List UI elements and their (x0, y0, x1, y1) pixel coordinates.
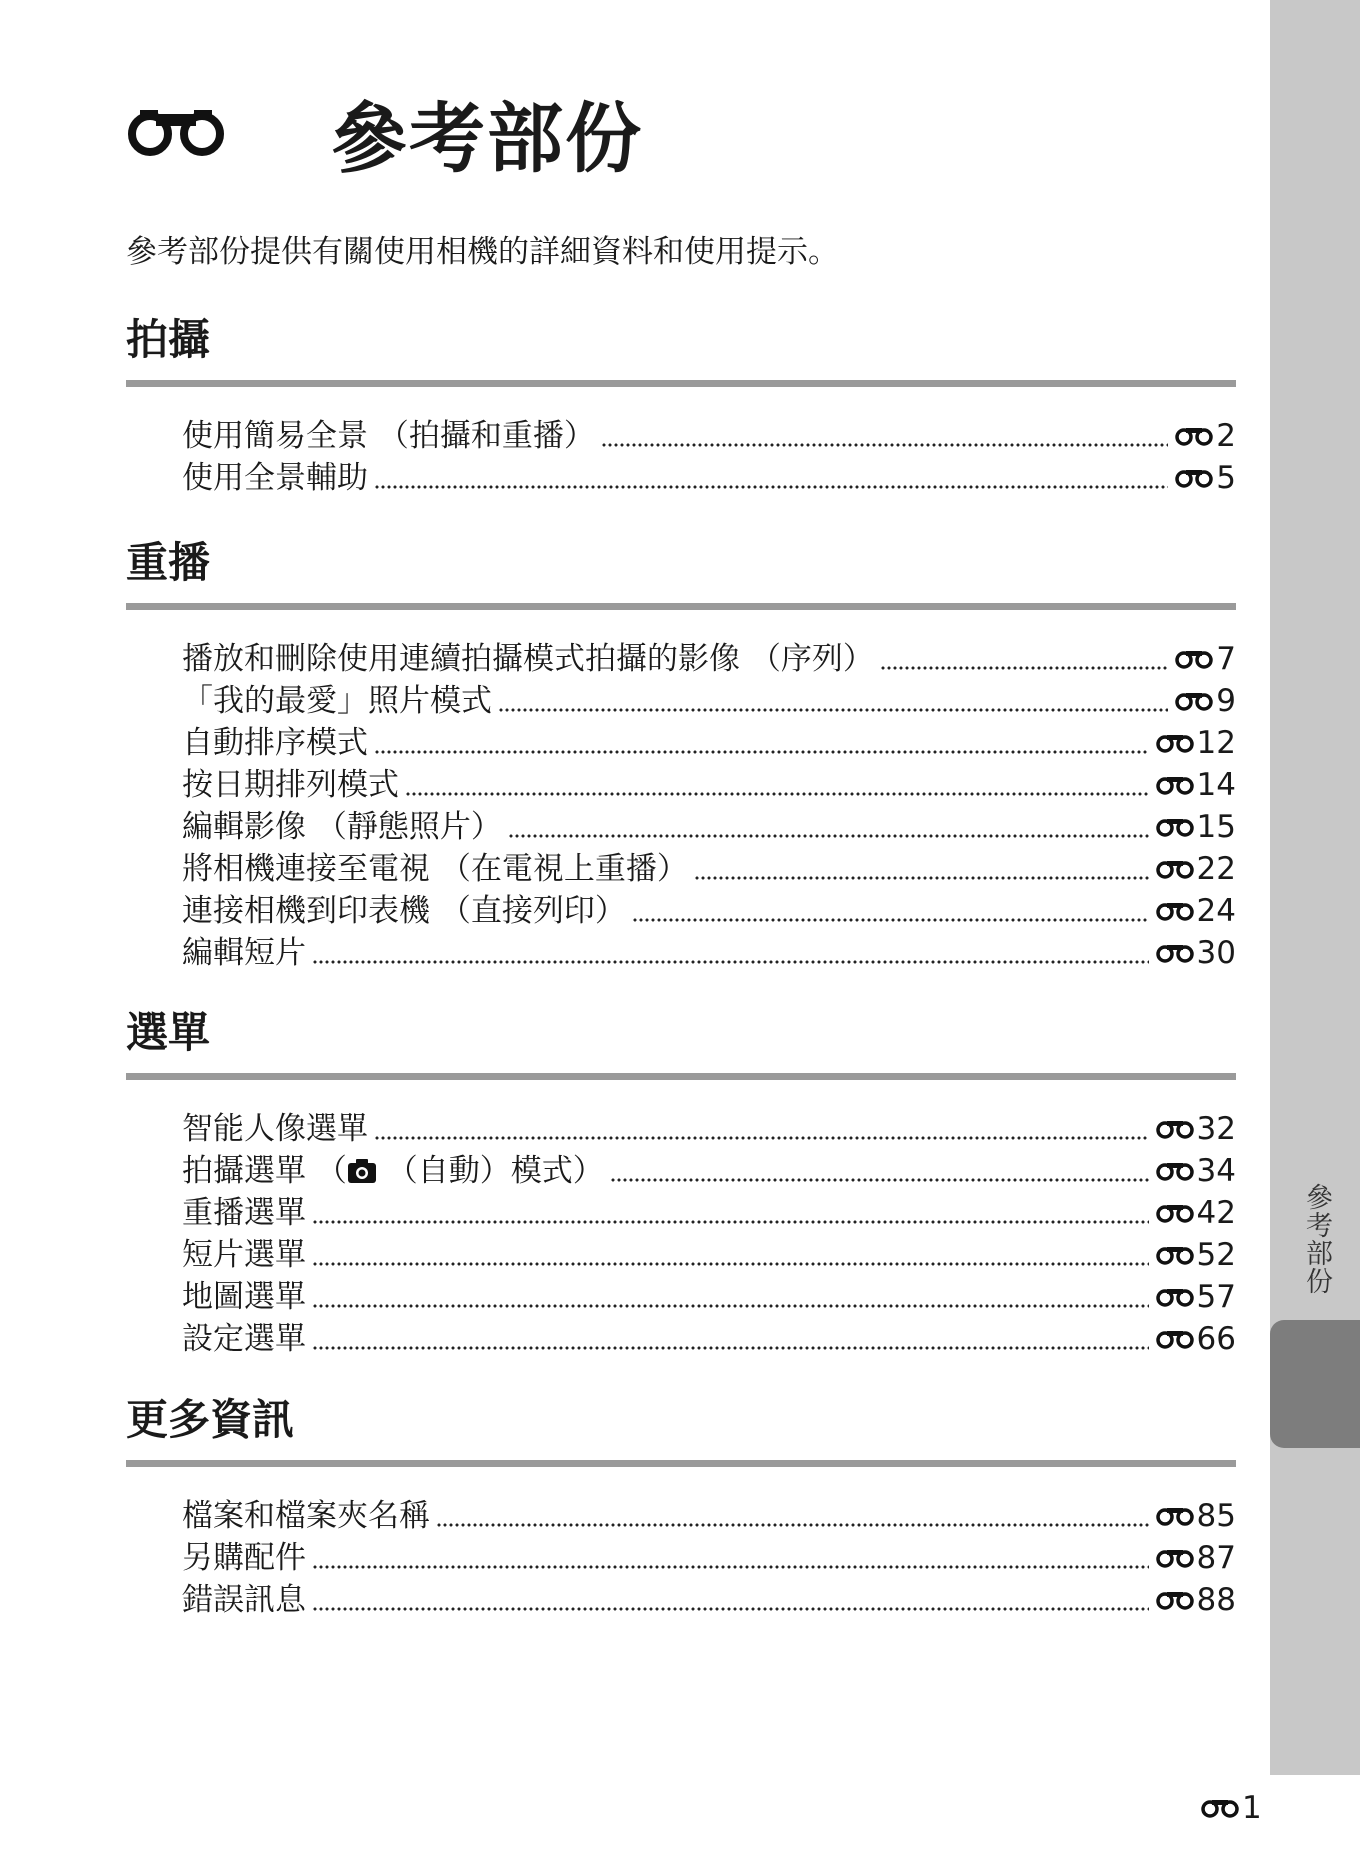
page-reference (1155, 764, 1236, 806)
page-reference (1155, 722, 1236, 764)
page-number: 5 (1216, 460, 1236, 496)
toc-entry-label: 設定選單 (182, 1321, 306, 1357)
page-reference (1155, 932, 1236, 974)
page-reference (1155, 1495, 1236, 1537)
section-title: 選單 (126, 1008, 211, 1057)
reference-binoculars-icon (126, 106, 226, 158)
page-reference (1174, 415, 1236, 457)
page-reference (1155, 1579, 1236, 1621)
toc-entry-label: 使用簡易全景 （拍攝和重播） (182, 418, 595, 454)
toc-entry-label: 拍攝選單 （ （自動）模式） (182, 1153, 604, 1189)
page-number: 34 (1196, 1153, 1236, 1189)
reference-binoculars-icon (1155, 1505, 1195, 1527)
page-number: 52 (1196, 1237, 1236, 1273)
dot-leader (436, 1523, 1149, 1527)
toc-entry[interactable] (182, 1276, 1236, 1318)
toc-entry-label: 錯誤訊息 (182, 1582, 306, 1618)
dot-leader (312, 1262, 1149, 1266)
page-folio (1200, 1790, 1262, 1826)
toc-entry[interactable] (182, 638, 1236, 680)
reference-binoculars-icon (1155, 1589, 1195, 1611)
toc-entry[interactable] (182, 457, 1236, 499)
page-number: 22 (1196, 851, 1236, 887)
page-number: 14 (1196, 767, 1236, 803)
toc-entry[interactable] (182, 1150, 1236, 1192)
dot-leader (880, 666, 1168, 670)
toc-entry-label: 地圖選單 (182, 1279, 306, 1315)
page-number: 30 (1196, 935, 1236, 971)
dot-leader (694, 876, 1149, 880)
toc-entry-label: 重播選單 (182, 1195, 306, 1231)
page-number: 85 (1196, 1498, 1236, 1534)
toc-entry-label: 連接相機到印表機 （直接列印） (182, 893, 626, 929)
toc-entry[interactable] (182, 722, 1236, 764)
page-number: 88 (1196, 1582, 1236, 1618)
side-tab-marker (1270, 1320, 1360, 1448)
reference-binoculars-icon (1155, 1160, 1195, 1182)
page-number: 66 (1196, 1321, 1236, 1357)
reference-binoculars-icon (1174, 467, 1214, 489)
page-number: 2 (1216, 418, 1236, 454)
section-title: 重播 (126, 538, 211, 587)
page-reference (1174, 680, 1236, 722)
page-number: 87 (1196, 1540, 1236, 1576)
toc-entry[interactable] (182, 1234, 1236, 1276)
dot-leader (312, 1565, 1149, 1569)
reference-binoculars-icon (1174, 425, 1214, 447)
page-reference (1155, 1318, 1236, 1360)
toc-entry[interactable] (182, 932, 1236, 974)
dot-leader (374, 485, 1168, 489)
reference-binoculars-icon (1174, 690, 1214, 712)
toc-entry[interactable] (182, 680, 1236, 722)
page-number: 24 (1196, 893, 1236, 929)
toc-entry-label: 「我的最愛」照片模式 (182, 683, 492, 719)
toc-entry[interactable] (182, 806, 1236, 848)
toc-entry[interactable] (182, 415, 1236, 457)
side-tab-label: 參考部份 (1301, 1183, 1332, 1295)
section-rule (126, 603, 1236, 610)
page-number: 15 (1196, 809, 1236, 845)
section-rule (126, 1073, 1236, 1080)
page-number: 32 (1196, 1111, 1236, 1147)
page-number: 57 (1196, 1279, 1236, 1315)
page-reference (1155, 1108, 1236, 1150)
toc-entry-label: 播放和刪除使用連續拍攝模式拍攝的影像 （序列） (182, 641, 874, 677)
dot-leader (610, 1178, 1149, 1182)
reference-binoculars-icon (1155, 774, 1195, 796)
toc-entry[interactable] (182, 1192, 1236, 1234)
dot-leader (632, 918, 1149, 922)
dot-leader (312, 1304, 1149, 1308)
dot-leader (498, 708, 1168, 712)
reference-binoculars-icon (1155, 1244, 1195, 1266)
dot-leader (374, 750, 1149, 754)
page-reference (1155, 806, 1236, 848)
page-number: 12 (1196, 725, 1236, 761)
page-reference (1155, 1150, 1236, 1192)
dot-leader (312, 1607, 1149, 1611)
toc-entry-label: 編輯短片 (182, 935, 306, 971)
page-number: 9 (1216, 683, 1236, 719)
toc-entry[interactable] (182, 1108, 1236, 1150)
dot-leader (405, 792, 1149, 796)
side-tab-strip (1270, 0, 1360, 1775)
page-reference (1155, 848, 1236, 890)
dot-leader (312, 960, 1149, 964)
reference-binoculars-icon (1155, 732, 1195, 754)
toc-entry-label: 短片選單 (182, 1237, 306, 1273)
page-reference (1174, 457, 1236, 499)
section-menus (126, 1005, 1236, 1360)
section-title: 拍攝 (126, 315, 211, 364)
toc-entry-label: 另購配件 (182, 1540, 306, 1576)
toc-entry[interactable] (182, 848, 1236, 890)
page-reference (1155, 1537, 1236, 1579)
reference-binoculars-icon (1155, 1202, 1195, 1224)
reference-binoculars-icon (1155, 1286, 1195, 1308)
dot-leader (601, 443, 1168, 447)
toc-entry-label: 編輯影像 （靜態照片） (182, 809, 502, 845)
toc-entry-label: 檔案和檔案夾名稱 (182, 1498, 430, 1534)
section-more-info (126, 1392, 1236, 1621)
section-title: 更多資訊 (126, 1395, 295, 1444)
section-rule (126, 380, 1236, 387)
reference-binoculars-icon (1200, 1797, 1240, 1819)
toc-entry-label: 智能人像選單 (182, 1111, 368, 1147)
reference-binoculars-icon (1155, 1118, 1195, 1140)
toc-entry[interactable] (182, 1495, 1236, 1537)
page-reference (1155, 1234, 1236, 1276)
reference-binoculars-icon (1174, 648, 1214, 670)
toc-entry-label: 按日期排列模式 (182, 767, 399, 803)
toc-entry[interactable] (182, 1318, 1236, 1360)
toc-entry[interactable] (182, 890, 1236, 932)
page-title: 參考部份 (331, 93, 643, 183)
page-reference (1155, 1276, 1236, 1318)
reference-binoculars-icon (1155, 900, 1195, 922)
toc-entry[interactable] (182, 764, 1236, 806)
dot-leader (508, 834, 1149, 838)
camera-icon (347, 1158, 377, 1184)
section-shooting (126, 312, 1236, 499)
page-number: 42 (1196, 1195, 1236, 1231)
intro-text: 參考部份提供有關使用相機的詳細資料和使用提示。 (126, 234, 839, 270)
page-reference (1155, 1192, 1236, 1234)
toc-entry[interactable] (182, 1579, 1236, 1621)
dot-leader (374, 1136, 1149, 1140)
toc-entry-label: 自動排序模式 (182, 725, 368, 761)
page-reference (1174, 638, 1236, 680)
toc-entry-label: 使用全景輔助 (182, 460, 368, 496)
dot-leader (312, 1220, 1149, 1224)
section-rule (126, 1460, 1236, 1467)
section-playback (126, 535, 1236, 974)
toc-entry[interactable] (182, 1537, 1236, 1579)
reference-binoculars-icon (1155, 942, 1195, 964)
reference-binoculars-icon (1155, 858, 1195, 880)
reference-binoculars-icon (1155, 1328, 1195, 1350)
page-number: 1 (1242, 1790, 1262, 1826)
page-header (126, 82, 643, 182)
dot-leader (312, 1346, 1149, 1350)
page-number: 7 (1216, 641, 1236, 677)
page-reference (1155, 890, 1236, 932)
reference-binoculars-icon (1155, 816, 1195, 838)
toc-entry-label: 將相機連接至電視 （在電視上重播） (182, 851, 688, 887)
reference-binoculars-icon (1155, 1547, 1195, 1569)
